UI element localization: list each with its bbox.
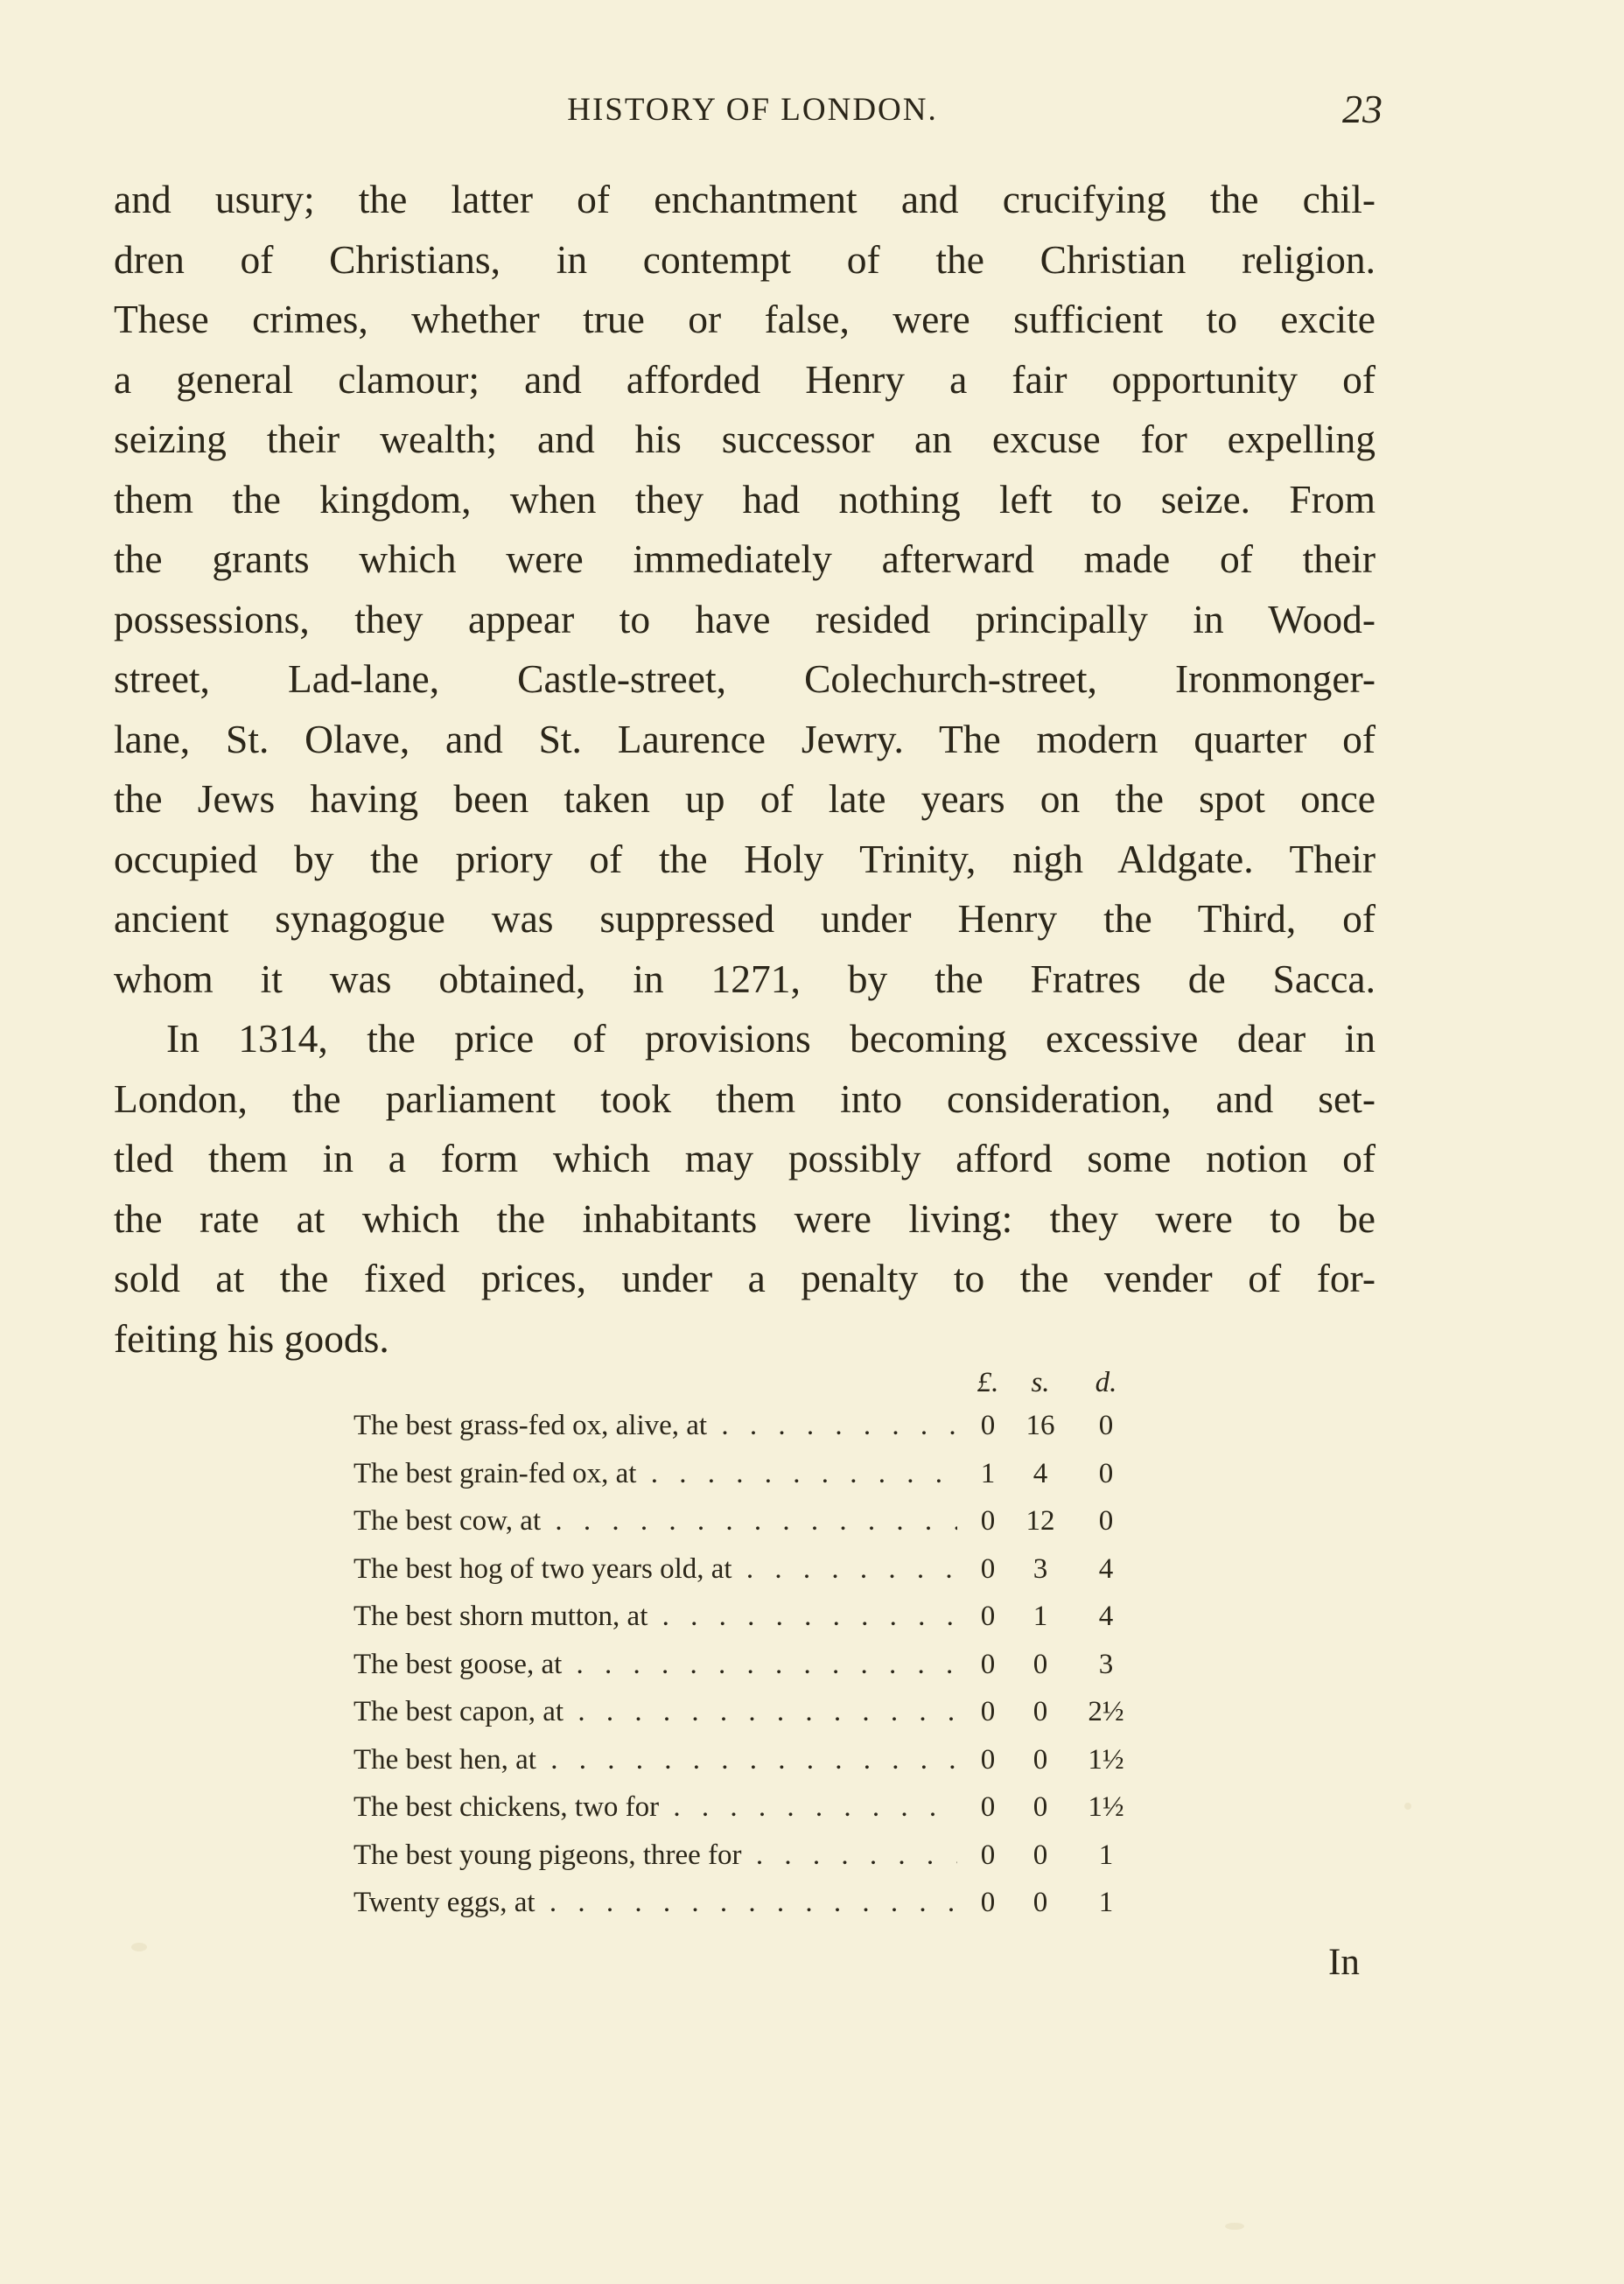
price-row	[354, 1450, 1141, 1497]
text-line: sold at the fixed prices, under a penalty to the vender of for-	[114, 1256, 1376, 1300]
running-header	[0, 86, 1624, 138]
text-line: ancient synagogue was suppressed under Henry the Third, of	[114, 896, 1376, 941]
price-item: The best shorn mutton, at . . .	[354, 1593, 957, 1640]
price-pounds: 0	[980, 1410, 996, 1441]
text-line: feiting his goods.	[114, 1315, 389, 1361]
price-pounds: 0	[980, 1648, 996, 1680]
text-line: the grants which were immediately afterward made of their	[114, 536, 1376, 581]
text-line: dren of Christians, in contempt of the Christian religion.	[114, 236, 1376, 282]
price-row	[354, 1879, 1141, 1926]
price-pounds: 0	[980, 1839, 996, 1871]
price-shillings: 0	[1032, 1743, 1048, 1776]
price-pence: 4	[1098, 1601, 1114, 1632]
paper-fleck	[1404, 1803, 1411, 1810]
paper-fleck	[131, 1943, 147, 1951]
price-pence: 0	[1098, 1457, 1114, 1489]
price-item: The best grain-fed ox, at . . .	[354, 1450, 957, 1497]
text-line: tled them in a form which may possibly afford some notion of	[114, 1136, 1376, 1181]
price-row	[354, 1593, 1141, 1640]
price-pence: 0	[1098, 1505, 1114, 1537]
price-pence: 3	[1098, 1648, 1114, 1680]
price-row	[354, 1497, 1141, 1545]
text-line: possessions, they appear to have resided principally in Wood-	[114, 596, 1376, 641]
price-pounds: 0	[980, 1696, 996, 1727]
text-line: them the kingdom, when they had nothing left to seize. From	[114, 476, 1376, 522]
page-number: 23	[1342, 87, 1382, 131]
text-line: lane, St. Olave, and St. Laurence Jewry. The modern quarter of	[114, 716, 1376, 761]
text-line: the rate at which the inhabitants were living: they were to be	[114, 1195, 1376, 1241]
price-pence: 0	[1098, 1410, 1114, 1441]
price-pence: 1	[1098, 1887, 1114, 1918]
price-item: The best goose, at . . .	[354, 1641, 957, 1688]
price-pounds: 0	[980, 1791, 996, 1823]
price-pounds: 0	[980, 1601, 996, 1632]
price-shillings: 1	[1032, 1601, 1048, 1632]
price-shillings: 16	[1026, 1410, 1055, 1441]
price-pence: 1½	[1088, 1743, 1124, 1776]
price-shillings: 0	[1032, 1696, 1048, 1727]
running-title: HISTORY OF LONDON.	[567, 92, 938, 128]
price-item: The best young pigeons, three for . . .	[354, 1832, 957, 1879]
price-pounds: 0	[980, 1505, 996, 1537]
price-item: The best hog of two years old, at . . .	[354, 1545, 957, 1593]
pounds-unit: £.	[976, 1367, 999, 1398]
shillings-unit: s.	[1031, 1367, 1050, 1398]
text-line: a general clamour; and afforded Henry a fair opportunity of	[114, 356, 1376, 402]
price-pence: 4	[1098, 1552, 1114, 1585]
paper-fleck	[1225, 2223, 1244, 2230]
text-line: In 1314, the price of provisions becoming excessive dear in	[166, 1016, 1376, 1061]
price-shillings: 0	[1032, 1648, 1048, 1680]
price-pounds: 0	[980, 1552, 996, 1585]
text-line: seizing their wealth; and his successor an excuse for expelling	[114, 417, 1376, 461]
price-item: The best capon, at . . .	[354, 1688, 957, 1735]
price-row	[354, 1736, 1141, 1783]
price-pence: 1	[1098, 1839, 1114, 1871]
text-line: These crimes, whether true or false, were sufficient to excite	[114, 297, 1376, 341]
pence-unit: d.	[1095, 1367, 1117, 1398]
price-pounds: 0	[980, 1887, 996, 1918]
price-shillings: 0	[1032, 1791, 1048, 1823]
text-line: London, the parliament took them into consideration, and set-	[114, 1075, 1376, 1121]
price-item: The best hen, at . . .	[354, 1736, 957, 1783]
price-item: The best chickens, two for . . .	[354, 1783, 957, 1831]
price-pence: 2½	[1088, 1696, 1124, 1727]
price-row	[354, 1545, 1141, 1593]
price-units-header	[354, 1367, 1141, 1402]
price-shillings: 3	[1032, 1552, 1048, 1585]
price-row	[354, 1688, 1141, 1735]
price-shillings: 0	[1032, 1887, 1048, 1918]
text-line: and usury; the latter of enchantment and crucifying the chil-	[114, 177, 1376, 221]
price-item: Twenty eggs, at . . .	[354, 1879, 957, 1926]
price-row	[354, 1402, 1141, 1449]
price-pounds: 1	[980, 1457, 996, 1489]
text-line: the Jews having been taken up of late years on the spot once	[114, 776, 1376, 821]
catchword: In	[1328, 1942, 1360, 1983]
text-line: street, Lad-lane, Castle-street, Colechurch-street, Ironmonger-	[114, 656, 1376, 701]
price-row	[354, 1832, 1141, 1879]
price-item: The best grass-fed ox, alive, at . . .	[354, 1402, 957, 1449]
price-row	[354, 1641, 1141, 1688]
price-shillings: 0	[1032, 1839, 1048, 1871]
text-line: whom it was obtained, in 1271, by the Fratres de Sacca.	[114, 956, 1376, 1001]
price-item: The best cow, at . . .	[354, 1497, 957, 1545]
price-pounds: 0	[980, 1743, 996, 1776]
text-line: occupied by the priory of the Holy Trinity, nigh Aldgate. Their	[114, 836, 1376, 881]
price-shillings: 4	[1032, 1457, 1048, 1489]
price-pence: 1½	[1088, 1791, 1124, 1823]
price-row	[354, 1783, 1141, 1831]
price-shillings: 12	[1026, 1505, 1055, 1537]
